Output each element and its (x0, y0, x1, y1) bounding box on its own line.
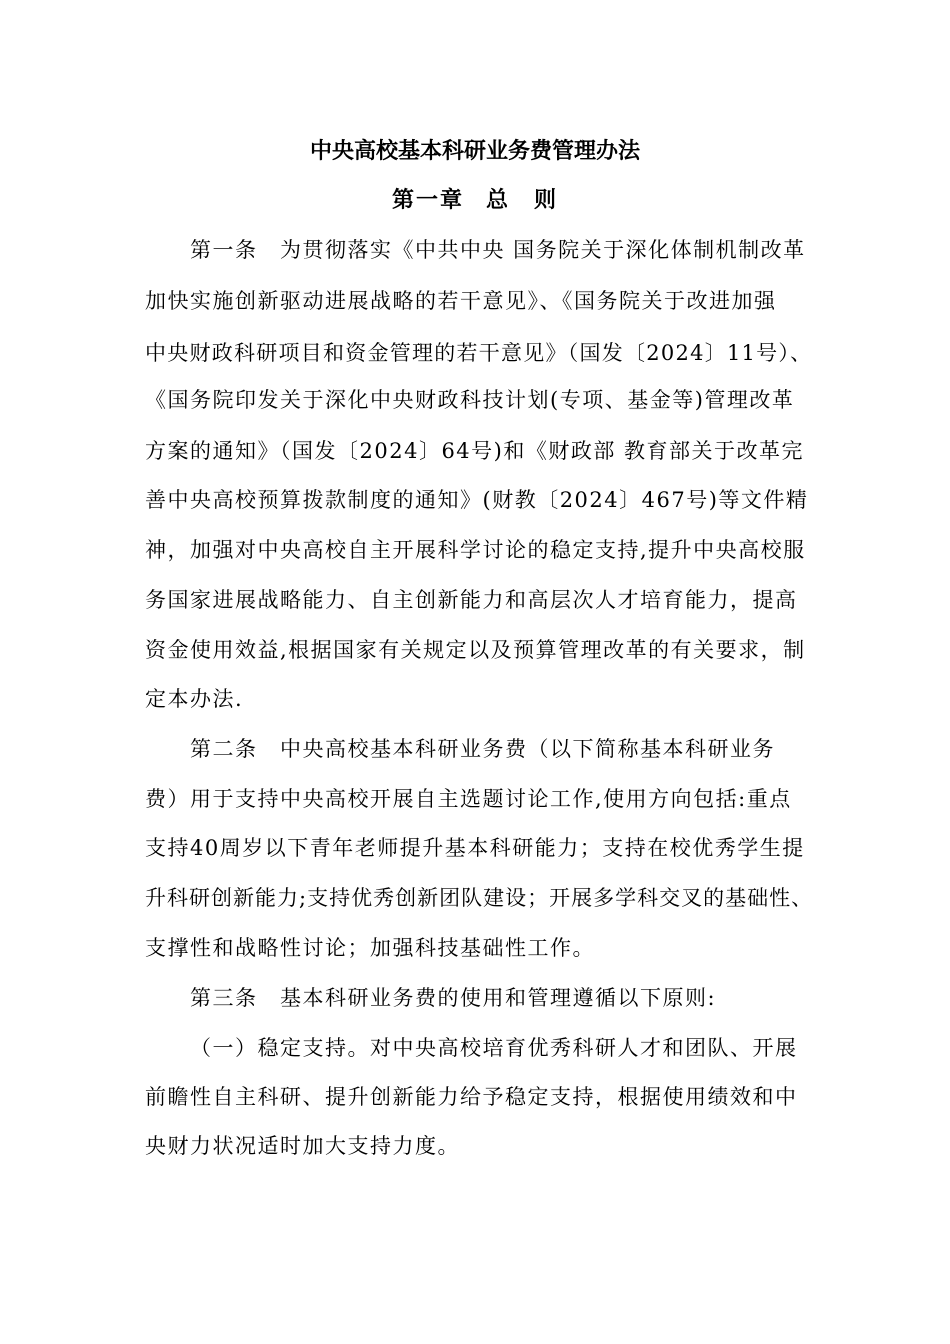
text-line: 支持40周岁以下青年老师提升基本科研能力；支持在校优秀学生提 (145, 836, 805, 860)
document-title: 中央高校基本科研业务费管理办法 (309, 138, 640, 164)
text-line: （一）稳定支持。对中央高校培育优秀科研人才和团队、开展 (190, 1036, 798, 1060)
text-line: 升科研创新能力;支持优秀创新团队建设；开展多学科交叉的基础性、 (145, 886, 814, 910)
text-line: 中央财政科研项目和资金管理的若干意见》（国发〔2024〕11号）、 (145, 341, 813, 365)
text-line: 定本办法. (145, 687, 244, 711)
text-line: 央财力状况适时加大支持力度。 (145, 1134, 460, 1158)
text-line: 前瞻性自主科研、提升创新能力给予稳定支持，根据使用绩效和中 (145, 1085, 798, 1109)
chapter-title (0, 185, 950, 215)
chapter-name: 总 则 (486, 187, 559, 213)
text-line: 《国务院印发关于深化中央财政科技计划(专项、基金等)管理改革 (145, 388, 795, 412)
text-line: 第三条 基本科研业务费的使用和管理遵循以下原则: (190, 986, 717, 1010)
text-line: 第一条 为贯彻落实《中共中央 国务院关于深化体制机制改革 (190, 238, 806, 262)
text-line: 务国家进展战略能力、自主创新能力和高层次人才培育能力，提高 (145, 588, 798, 612)
text-line: 神，加强对中央高校自主开展科学讨论的稳定支持,提升中央高校服 (145, 538, 806, 562)
text-line: 支撑性和战略性讨论；加强科技基础性工作。 (145, 936, 595, 960)
text-line: 加快实施创新驱动进展战略的若干意见》、《国务院关于改进加强 (145, 289, 777, 313)
text-line: 方案的通知》（国发〔2024〕64号)和《财政部 教育部关于改革完 (145, 439, 805, 463)
text-line: 第二条 中央高校基本科研业务费（以下简称基本科研业务 (190, 737, 775, 761)
text-line: 善中央高校预算拨款制度的通知》(财教〔2024〕467号)等文件精 (145, 488, 809, 512)
chapter-number: 第一章 (391, 187, 464, 213)
text-line: 资金使用效益,根据国家有关规定以及预算管理改革的有关要求，制 (145, 638, 806, 662)
text-line: 费）用于支持中央高校开展自主选题讨论工作,使用方向包括:重点 (145, 787, 792, 811)
